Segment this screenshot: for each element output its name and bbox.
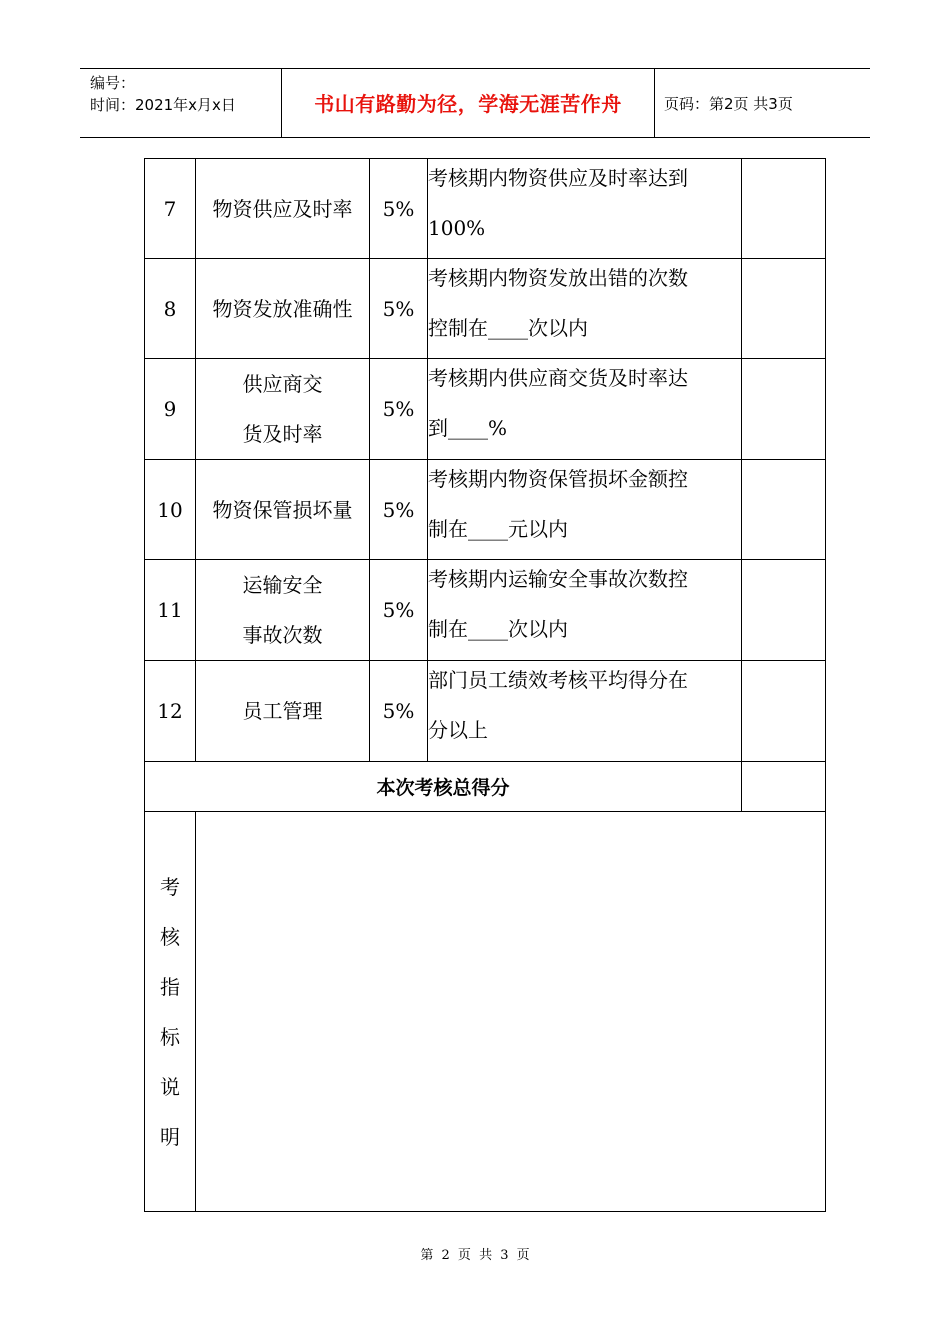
row-number: 8 xyxy=(145,259,196,359)
notes-label-char: 核 xyxy=(160,924,180,949)
target-description xyxy=(428,159,742,259)
footer-current-page: 2 xyxy=(441,1248,450,1263)
notes-label xyxy=(145,812,196,1212)
target-description xyxy=(428,661,742,762)
indicator-name xyxy=(196,159,370,259)
footer-text: 共 xyxy=(479,1248,493,1263)
table-row xyxy=(145,460,826,560)
table-row xyxy=(145,359,826,460)
score-cell[interactable] xyxy=(742,560,826,661)
indicator-name xyxy=(196,259,370,359)
indicator-name xyxy=(196,661,370,762)
score-cell[interactable] xyxy=(742,259,826,359)
row-number: 7 xyxy=(145,159,196,259)
serial-label: 编号： xyxy=(90,74,136,92)
page-footer xyxy=(0,1247,950,1265)
description-line: 考核期内物资保管损坏金额控 xyxy=(428,466,688,491)
indicator-name xyxy=(196,560,370,661)
page-indicator: 页码：第2页 共3页 xyxy=(664,95,793,113)
target-description xyxy=(428,560,742,661)
score-cell[interactable] xyxy=(742,661,826,762)
weight-cell: 5% xyxy=(370,661,428,762)
assessment-rows xyxy=(145,159,826,1212)
row-number: 11 xyxy=(145,560,196,661)
total-row xyxy=(145,762,826,812)
description-line: 制在____元以内 xyxy=(428,516,568,541)
indicator-name-line: 物资保管损坏量 xyxy=(212,497,353,522)
score-cell[interactable] xyxy=(742,159,826,259)
description-line: 考核期内物资供应及时率达到 xyxy=(428,165,688,190)
time-label: 时间：2021年x月x日 xyxy=(90,96,236,114)
target-description xyxy=(428,460,742,560)
indicator-name xyxy=(196,460,370,560)
score-cell[interactable] xyxy=(742,359,826,460)
description-line: 到____% xyxy=(428,416,508,440)
notes-content[interactable] xyxy=(196,812,826,1212)
table-row xyxy=(145,560,826,661)
description-line: 制在____次以内 xyxy=(428,617,568,641)
notes-label-char: 说 xyxy=(160,1074,180,1099)
description-line: 分以上 xyxy=(428,718,488,742)
description-line: 部门员工绩效考核平均得分在 xyxy=(428,668,688,692)
notes-row xyxy=(145,812,826,1212)
weight-cell: 5% xyxy=(370,259,428,359)
weight-cell: 5% xyxy=(370,359,428,460)
target-description xyxy=(428,359,742,460)
description-line: 100% xyxy=(428,215,486,240)
row-number: 12 xyxy=(145,661,196,762)
weight-cell: 5% xyxy=(370,460,428,560)
description-line: 考核期内供应商交货及时率达 xyxy=(428,366,688,390)
page-header xyxy=(80,68,870,138)
indicator-name-line: 运输安全 xyxy=(242,573,323,597)
description-line: 考核期内物资发放出错的次数 xyxy=(428,265,688,290)
header-divider xyxy=(654,69,655,137)
indicator-name xyxy=(196,359,370,460)
assessment-table xyxy=(144,158,826,1212)
notes-label-char: 考 xyxy=(160,874,180,899)
notes-label-char: 指 xyxy=(160,974,180,999)
motto-text: 书山有路勤为径，学海无涯苦作舟 xyxy=(314,92,622,116)
indicator-name-line: 物资发放准确性 xyxy=(212,296,353,321)
footer-text: 页 xyxy=(457,1248,471,1263)
doc-meta xyxy=(90,72,236,116)
indicator-name-line: 货及时率 xyxy=(242,422,323,446)
description-line: 控制在____次以内 xyxy=(428,315,588,340)
total-score-label: 本次考核总得分 xyxy=(145,762,742,812)
total-score-cell[interactable] xyxy=(742,762,826,812)
row-number: 9 xyxy=(145,359,196,460)
footer-text: 页 xyxy=(516,1248,530,1263)
weight-cell: 5% xyxy=(370,560,428,661)
row-number: 10 xyxy=(145,460,196,560)
notes-label-char: 明 xyxy=(160,1124,180,1149)
indicator-name-line: 员工管理 xyxy=(242,699,323,723)
footer-total-pages: 3 xyxy=(500,1248,509,1263)
notes-label-char: 标 xyxy=(160,1024,180,1049)
table-row xyxy=(145,259,826,359)
indicator-name-line: 供应商交 xyxy=(242,372,323,396)
weight-cell: 5% xyxy=(370,159,428,259)
score-cell[interactable] xyxy=(742,460,826,560)
target-description xyxy=(428,259,742,359)
table-row xyxy=(145,661,826,762)
description-line: 考核期内运输安全事故次数控 xyxy=(428,567,688,591)
table-row xyxy=(145,159,826,259)
footer-text: 第 xyxy=(420,1248,434,1263)
indicator-name-line: 事故次数 xyxy=(242,623,323,647)
indicator-name-line: 物资供应及时率 xyxy=(212,196,353,221)
